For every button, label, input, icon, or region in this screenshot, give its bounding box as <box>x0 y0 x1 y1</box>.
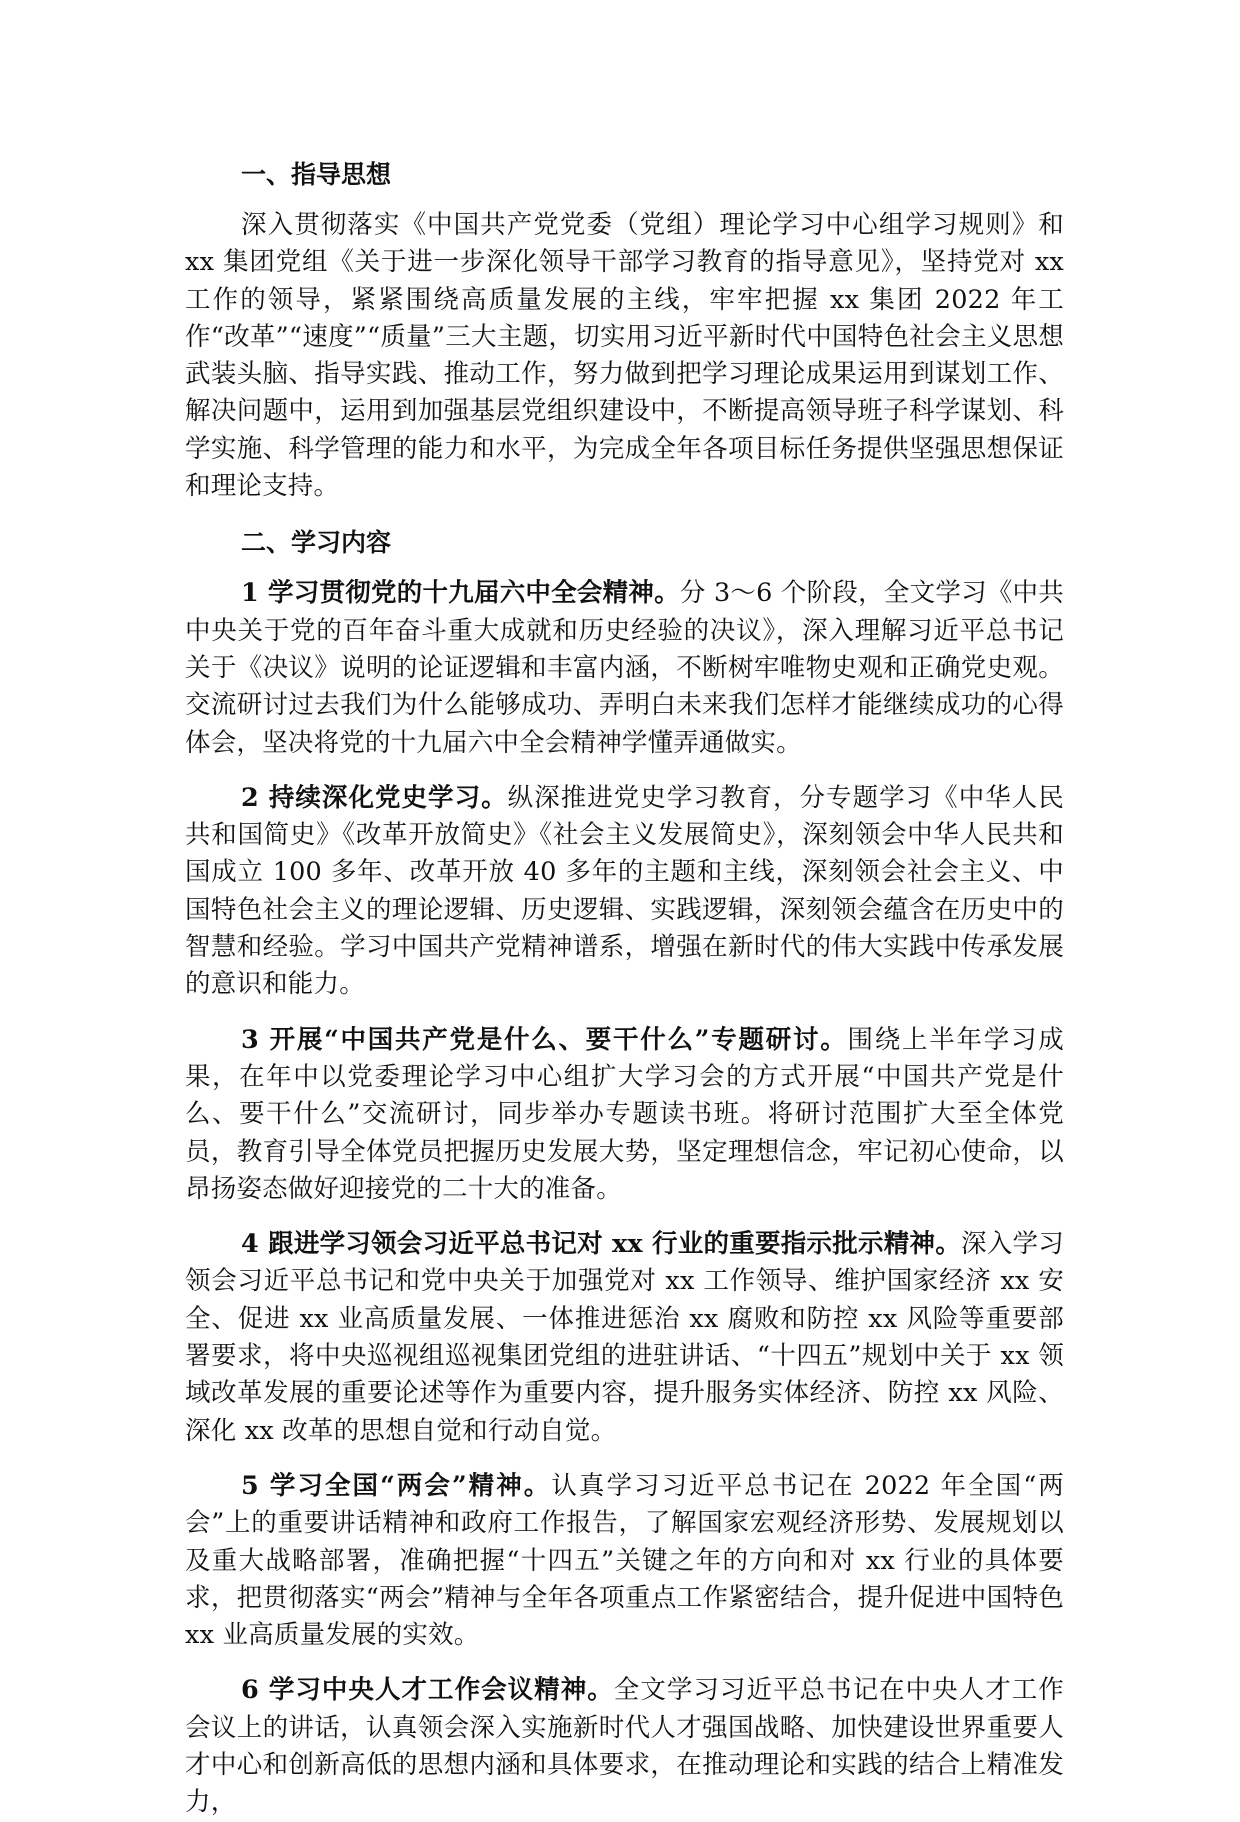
study-item-5 <box>185 1468 1064 1654</box>
study-item-3-body: 围绕上半年学习成果，在年中以党委理论学习中心组扩大学习会的方式开展“中国共产党是什么、要干什么”交流研讨，同步举办专题读书班。将研讨范围扩大至全体党员，教育引导全体党员把握历史发展大势，坚定理想信念，牢记初心使命，以昂扬姿态做好迎接党的二十大的准备。 <box>185 1024 1064 1204</box>
study-item-6 <box>185 1672 1064 1821</box>
study-item-5-body: 认真学习习近平总书记在 2022 年全国“两会”上的重要讲话精神和政府工作报告，了解国家宏观经济形势、发展规划以及重大战略部署，准确把握“十四五”关键之年的方向和对 xx 行业的具体要求，把贯彻落实“两会”精神与全年各项重点工作紧密结合，提升促进中国特色 xx 业高质量发展的实效。 <box>185 1470 1064 1651</box>
study-item-4 <box>185 1226 1064 1450</box>
study-item-6-title: 6 学习中央人才工作会议精神。 <box>241 1675 614 1706</box>
study-item-1-body: 分 3～6 个阶段，全文学习《中共中央关于党的百年奋斗重大成就和历史经验的决议》，深入理解习近平总书记关于《决议》说明的论证逻辑和丰富内涵，不断树牢唯物史观和正确党史观。交流研讨过去我们为什么能够成功、弄明白未来我们怎样才能继续成功的心得体会，坚决将党的十九届六中全会精神学懂弄通做实。 <box>185 578 1064 758</box>
study-item-1 <box>185 575 1064 761</box>
paragraph-guiding-thought: 深入贯彻落实《中国共产党党委（党组）理论学习中心组学习规则》和 xx 集团党组《关于进一步深化领导干部学习教育的指导意见》，坚持党对 xx 工作的领导，紧紧围绕高质量发展的主线，牢牢把握 xx 集团 2022 年工作“改革”“速度”“质量”三大主题，切实用习近平新时代中国特色社会主义思想武装头脑、指导实践、推动工作，努力做到把学习理论成果运用到谋划工作、解决问题中，运用到加强基层党组织建设中，不断提高领导班子科学谋划、科学实施、科学管理的能力和水平，为完成全年各项目标任务提供坚强思想保证和理论支持。 <box>185 210 1064 502</box>
study-item-2 <box>185 780 1064 1004</box>
study-item-5-title: 5 学习全国“两会”精神。 <box>241 1470 552 1501</box>
study-item-4-title: 4 跟进学习领会习近平总书记对 xx 行业的重要指示批示精神。 <box>241 1229 962 1260</box>
study-item-6-body: 全文学习习近平总书记在中央人才工作会议上的讲话，认真领会深入实施新时代人才强国战略、加快建设世界重要人才中心和创新高低的思想内涵和具体要求，在推动理论和实践的结合上精准发力， <box>185 1675 1064 1818</box>
study-item-2-body: 纵深推进党史学习教育，分专题学习《中华人民共和国简史》《改革开放简史》《社会主义发展简史》，深刻领会中华人民共和国成立 100 多年、改革开放 40 多年的主题和主线，深刻领会社会主义、中国特色社会主义的理论逻辑、历史逻辑、实践逻辑，深刻领会蕴含在历史中的智慧和经验。学习中国共产党精神谱系，增强在新时代的伟大实践中传承发展的意识和能力。 <box>185 782 1065 1000</box>
study-item-3 <box>185 1022 1064 1208</box>
study-item-2-title: 2 持续深化党史学习。 <box>241 782 508 813</box>
study-item-3-title: 3 开展“中国共产党是什么、要干什么”专题研讨。 <box>241 1024 848 1055</box>
section-heading-guiding-thought: 一、指导思想 <box>241 160 392 189</box>
section-heading-study-content: 二、学习内容 <box>241 528 392 558</box>
study-item-1-title: 1 学习贯彻党的十九届六中全会精神。 <box>241 578 680 609</box>
study-item-4-body: 深入学习领会习近平总书记和党中央关于加强党对 xx 工作领导、维护国家经济 xx 安全、促进 xx 业高质量发展、一体推进惩治 xx 腐败和防控 xx 风险等重要部署要求，将中央巡视组巡视集团党组的进驻讲话、“十四五”规划中关于 xx 领域改革发展的重要论述等作为重要内容，提升服务实体经济、防控 xx 风险、深化 xx 改革的思想自觉和行动自觉。 <box>185 1229 1064 1446</box>
